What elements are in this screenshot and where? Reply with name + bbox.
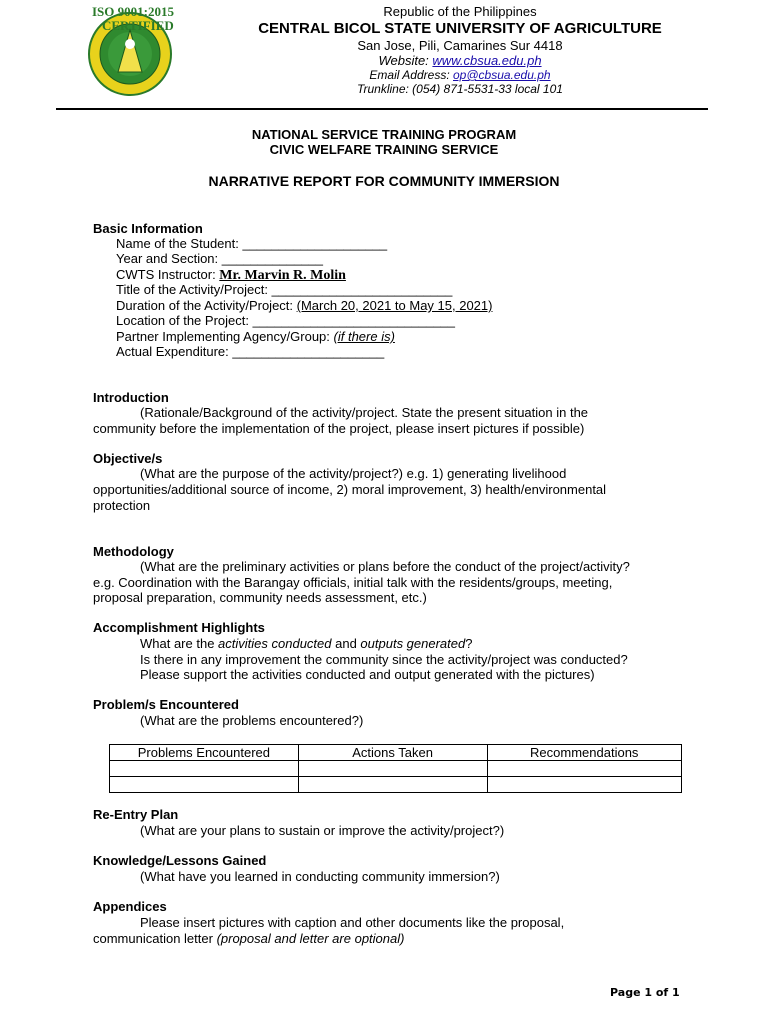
appendices-text-2: communication letter (proposal and letter are optional) — [93, 931, 405, 946]
email-link[interactable]: op@cbsua.edu.ph — [453, 68, 551, 82]
instructor-field: CWTS Instructor: Mr. Marvin R. Molin — [116, 267, 346, 283]
trunkline-line: Trunkline: (054) 871-5531-33 local 101 — [357, 82, 563, 96]
column-header-problems: Problems Encountered — [110, 745, 299, 761]
objectives-text-1: (What are the purpose of the activity/project?) e.g. 1) generating livelihood — [140, 466, 567, 481]
table-row — [110, 777, 682, 793]
service-title: CIVIC WELFARE TRAINING SERVICE — [269, 142, 499, 157]
problems-table — [109, 744, 682, 793]
knowledge-text-1: (What have you learned in conducting community immersion?) — [140, 869, 500, 884]
objectives-text-2: opportunities/additional source of income, 2) moral improvement, 3) health/environmental — [93, 482, 607, 497]
accomplishment-text-2: Is there in any improvement the community since the activity/project was conducted? — [140, 652, 628, 667]
column-header-actions: Actions Taken — [298, 745, 487, 761]
program-title: NATIONAL SERVICE TRAINING PROGRAM — [251, 127, 517, 142]
methodology-text-1: (What are the preliminary activities or plans before the conduct of the project/activity? — [140, 559, 630, 574]
university-name: CENTRAL BICOL STATE UNIVERSITY OF AGRICULTURE — [258, 20, 662, 37]
knowledge-heading: Knowledge/Lessons Gained — [93, 853, 267, 868]
republic-line: Republic of the Philippines — [383, 4, 537, 19]
problems-heading: Problem/s Encountered — [93, 697, 239, 712]
introduction-text-2: community before the implementation of the project, please insert pictures if possible) — [93, 421, 585, 436]
table-cell[interactable] — [298, 761, 487, 777]
iso-certification-label: ISO 9001:2015 — [92, 4, 174, 19]
methodology-text-3: proposal preparation, community needs assessment, etc.) — [93, 590, 427, 605]
methodology-text-2: e.g. Coordination with the Barangay officials, initial talk with the residents/groups, meeting, — [93, 575, 613, 590]
location-field: Location of the Project: ____________________________ — [116, 313, 456, 328]
introduction-text-1: (Rationale/Background of the activity/project. State the present situation in the — [140, 405, 589, 420]
certified-label: CERTIFIED — [102, 18, 174, 33]
website-link[interactable]: www.cbsua.edu.ph — [432, 53, 542, 68]
page-number: Page 1 of 1 — [610, 986, 680, 999]
reentry-heading: Re-Entry Plan — [93, 807, 179, 822]
table-row — [110, 761, 682, 777]
table-cell[interactable] — [298, 777, 487, 793]
methodology-heading: Methodology — [93, 544, 174, 559]
introduction-heading: Introduction — [93, 390, 169, 405]
table-header-row — [110, 745, 682, 761]
website-line: Website: www.cbsua.edu.ph — [378, 53, 542, 68]
appendices-heading: Appendices — [93, 899, 167, 914]
table-cell[interactable] — [110, 777, 299, 793]
accomplishment-text-1: What are the activities conducted and outputs generated? — [140, 636, 473, 651]
duration-value: (March 20, 2021 to May 15, 2021) — [296, 298, 493, 313]
activity-title-field: Title of the Activity/Project: _________________________ — [116, 282, 453, 297]
basic-info-heading: Basic Information — [93, 221, 203, 236]
partner-field: Partner Implementing Agency/Group: (if there is) — [116, 329, 395, 344]
accomplishment-text-3: Please support the activities conducted and output generated with the pictures) — [140, 667, 595, 682]
email-line: Email Address: op@cbsua.edu.ph — [369, 68, 551, 82]
column-header-recommendations: Recommendations — [487, 745, 682, 761]
year-section-field: Year and Section: ______________ — [116, 251, 323, 266]
appendices-text-1: Please insert pictures with caption and other documents like the proposal, — [140, 915, 565, 930]
instructor-name: Mr. Marvin R. Molin — [219, 268, 346, 283]
accomplishment-heading: Accomplishment Highlights — [93, 620, 265, 635]
table-cell[interactable] — [487, 777, 682, 793]
expenditure-field: Actual Expenditure: _____________________ — [116, 344, 385, 359]
report-title: NARRATIVE REPORT FOR COMMUNITY IMMERSION — [208, 173, 560, 189]
table-cell[interactable] — [487, 761, 682, 777]
student-name-field: Name of the Student: ____________________ — [116, 236, 388, 251]
table-cell[interactable] — [110, 761, 299, 777]
header-divider — [56, 108, 708, 110]
problems-text-1: (What are the problems encountered?) — [140, 713, 364, 728]
objectives-heading: Objective/s — [93, 451, 163, 466]
partner-value: (if there is) — [333, 329, 395, 344]
duration-field: Duration of the Activity/Project: (March 20, 2021 to May 15, 2021) — [116, 298, 493, 313]
objectives-text-3: protection — [93, 498, 151, 513]
address-line: San Jose, Pili, Camarines Sur 4418 — [357, 38, 563, 53]
reentry-text-1: (What are your plans to sustain or improve the activity/project?) — [140, 823, 505, 838]
